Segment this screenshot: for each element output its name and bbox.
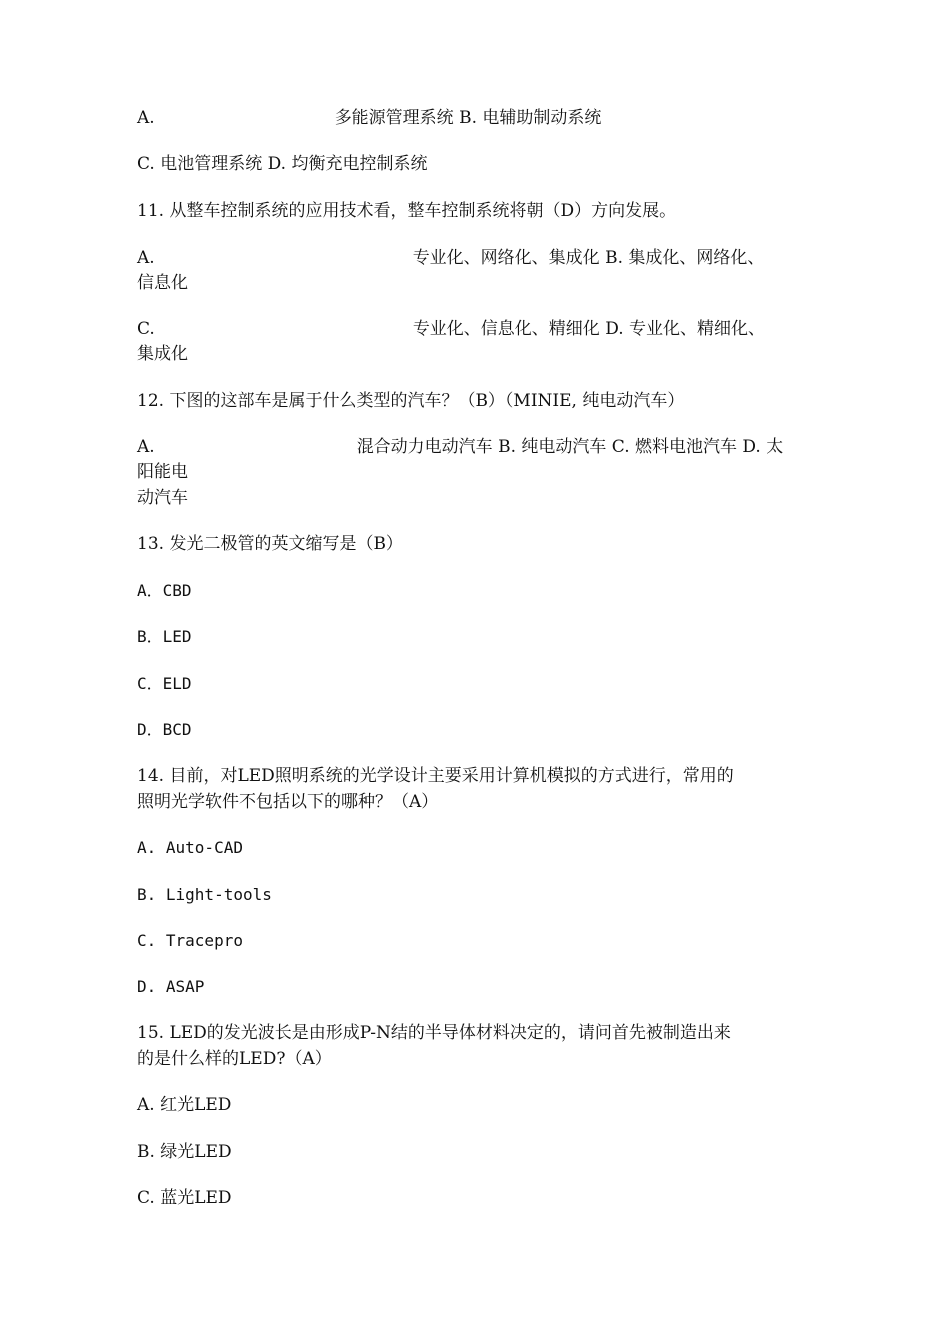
question-12: 12. 下图的这部车是属于什么类型的汽车？（B）（MINIE, 纯电动汽车） bbox=[137, 391, 685, 411]
question-15-line-1: 15. LED的发光波长是由形成P-N结的半导体材料决定的，请问首先被制造出来 bbox=[137, 1023, 731, 1043]
q13-option-c: C．ELD bbox=[137, 674, 192, 693]
q11-option-c-label: C. bbox=[137, 319, 155, 339]
option-line-c-battery: C. 电池管理系统 D. 均衡充电控制系统 bbox=[137, 154, 428, 174]
question-14-line-2: 照明光学软件不包括以下的哪种？（A） bbox=[137, 792, 439, 812]
option-line-a-energy bbox=[137, 106, 601, 130]
q13-option-b: B．LED bbox=[137, 627, 192, 646]
q15-option-c: C. 蓝光LED bbox=[137, 1188, 232, 1208]
q11-option-c-text: 专业化、信息化、精细化 D. 专业化、精细化、 bbox=[412, 319, 766, 339]
question-14-line-1: 14. 目前，对LED照明系统的光学设计主要采用计算机模拟的方式进行，常用的 bbox=[137, 766, 734, 786]
q12-options-text: 混合动力电动汽车 B. 纯电动汽车 C. 燃料电池汽车 D. 太 bbox=[356, 437, 784, 457]
q14-option-d: D. ASAP bbox=[137, 977, 205, 996]
q12-options-wrap-2: 动汽车 bbox=[137, 488, 188, 508]
question-11: 11. 从整车控制系统的应用技术看，整车控制系统将朝（D）方向发展。 bbox=[137, 201, 677, 221]
q11-option-a-text: 专业化、网络化、集成化 B. 集成化、网络化、 bbox=[412, 248, 765, 268]
q11-option-c bbox=[137, 317, 765, 341]
question-15-line-2: 的是什么样的LED?（A） bbox=[137, 1049, 332, 1069]
q14-option-b: B. Light-tools bbox=[137, 885, 272, 904]
q11-option-a-wrap: 信息化 bbox=[137, 273, 188, 293]
q12-option-a-label: A. bbox=[137, 437, 155, 457]
q15-option-a: A. 红光LED bbox=[137, 1095, 232, 1115]
q14-option-a: A. Auto-CAD bbox=[137, 838, 243, 857]
q11-option-a-label: A. bbox=[137, 248, 155, 268]
q11-option-c-wrap: 集成化 bbox=[137, 344, 188, 364]
q12-options bbox=[137, 435, 783, 459]
q13-option-a: A．CBD bbox=[137, 581, 192, 600]
q14-option-c: C. Tracepro bbox=[137, 931, 243, 950]
q15-option-b: B. 绿光LED bbox=[137, 1142, 232, 1162]
q12-options-wrap-1: 阳能电 bbox=[137, 462, 188, 482]
option-label-a: A. bbox=[137, 108, 155, 128]
option-text-a: 多能源管理系统 B. 电辅助制动系统 bbox=[334, 108, 602, 128]
q13-option-d: D．BCD bbox=[137, 720, 192, 739]
q11-option-a bbox=[137, 246, 764, 270]
question-13: 13. 发光二极管的英文缩写是（B） bbox=[137, 534, 403, 554]
